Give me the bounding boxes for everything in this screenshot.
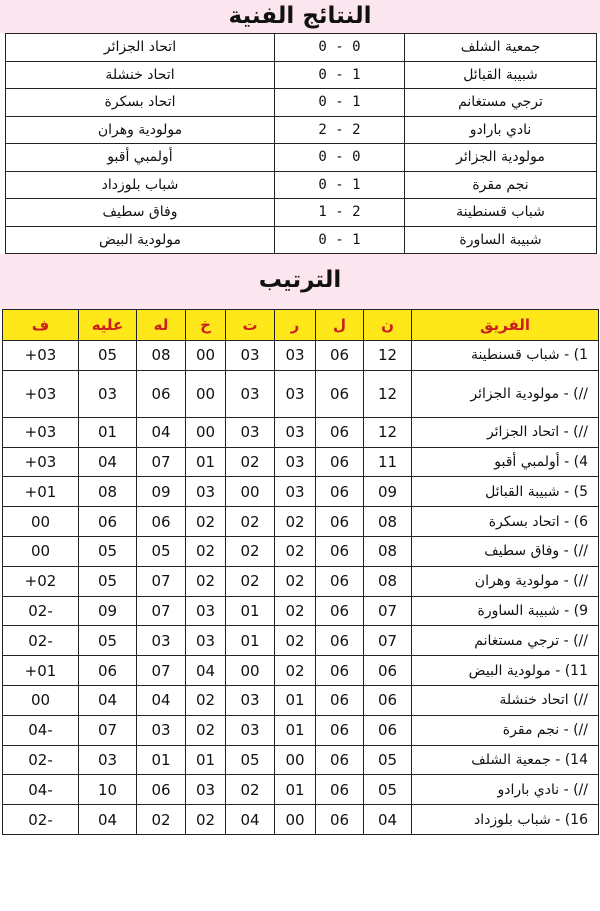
cell-draws: 03 bbox=[226, 341, 275, 371]
standings-row bbox=[3, 596, 599, 626]
cell-wins: 03 bbox=[275, 370, 316, 417]
cell-goals-against: 06 bbox=[79, 507, 137, 537]
cell-team: //) - وفاق سطيف bbox=[412, 536, 599, 566]
cell-played: 06 bbox=[316, 566, 364, 596]
standings-row bbox=[3, 341, 599, 371]
cell-points: 12 bbox=[364, 341, 412, 371]
cell-losses: 02 bbox=[186, 507, 226, 537]
standings-row bbox=[3, 507, 599, 537]
home-team: نادي بارادو bbox=[405, 116, 597, 144]
cell-goal-difference: 04- bbox=[3, 715, 79, 745]
away-team: شباب بلوزداد bbox=[6, 171, 275, 199]
match-score: 1 - 0 bbox=[275, 89, 405, 117]
cell-played: 06 bbox=[316, 626, 364, 656]
cell-goal-difference: 02- bbox=[3, 805, 79, 835]
match-score: 1 - 0 bbox=[275, 61, 405, 89]
cell-losses: 00 bbox=[186, 370, 226, 417]
standings-row bbox=[3, 536, 599, 566]
cell-draws: 02 bbox=[226, 447, 275, 477]
home-team: شبيبة القبائل bbox=[405, 61, 597, 89]
cell-points: 06 bbox=[364, 656, 412, 686]
cell-wins: 00 bbox=[275, 805, 316, 835]
standings-table bbox=[2, 309, 599, 835]
header-points: ن bbox=[364, 310, 412, 341]
cell-losses: 02 bbox=[186, 805, 226, 835]
result-row bbox=[6, 199, 597, 227]
cell-played: 06 bbox=[316, 341, 364, 371]
cell-wins: 02 bbox=[275, 566, 316, 596]
cell-goal-difference: +03 bbox=[3, 417, 79, 447]
cell-draws: 02 bbox=[226, 507, 275, 537]
header-team: الفريق bbox=[412, 310, 599, 341]
cell-points: 04 bbox=[364, 805, 412, 835]
home-team: شبيبة الساورة bbox=[405, 226, 597, 254]
cell-goals-against: 05 bbox=[79, 341, 137, 371]
cell-team: 16) - شباب بلوزداد bbox=[412, 805, 599, 835]
cell-played: 06 bbox=[316, 507, 364, 537]
cell-draws: 02 bbox=[226, 536, 275, 566]
header-losses: خ bbox=[186, 310, 226, 341]
cell-goal-difference: +01 bbox=[3, 656, 79, 686]
cell-wins: 03 bbox=[275, 417, 316, 447]
cell-points: 12 bbox=[364, 370, 412, 417]
standings-row bbox=[3, 370, 599, 417]
cell-draws: 00 bbox=[226, 477, 275, 507]
standings-row bbox=[3, 477, 599, 507]
cell-team: //) - نادي بارادو bbox=[412, 775, 599, 805]
cell-played: 06 bbox=[316, 477, 364, 507]
cell-goals-for: 03 bbox=[137, 715, 186, 745]
cell-draws: 05 bbox=[226, 745, 275, 775]
standings-title: الترتيب bbox=[0, 259, 600, 309]
cell-played: 06 bbox=[316, 417, 364, 447]
cell-draws: 03 bbox=[226, 370, 275, 417]
cell-team: //) - مولودية وهران bbox=[412, 566, 599, 596]
cell-goal-difference: +02 bbox=[3, 566, 79, 596]
cell-losses: 03 bbox=[186, 775, 226, 805]
header-goal-difference: ف bbox=[3, 310, 79, 341]
cell-wins: 03 bbox=[275, 447, 316, 477]
cell-wins: 03 bbox=[275, 477, 316, 507]
cell-goals-against: 05 bbox=[79, 536, 137, 566]
cell-team: //) - ترجي مستغانم bbox=[412, 626, 599, 656]
cell-team: 14) - جمعية الشلف bbox=[412, 745, 599, 775]
cell-goals-against: 03 bbox=[79, 370, 137, 417]
cell-goal-difference: +01 bbox=[3, 477, 79, 507]
cell-goals-against: 04 bbox=[79, 447, 137, 477]
cell-points: 08 bbox=[364, 566, 412, 596]
cell-goals-for: 02 bbox=[137, 805, 186, 835]
standings-row bbox=[3, 566, 599, 596]
cell-goals-for: 08 bbox=[137, 341, 186, 371]
cell-goals-for: 07 bbox=[137, 656, 186, 686]
cell-goals-for: 05 bbox=[137, 536, 186, 566]
cell-losses: 02 bbox=[186, 685, 226, 715]
standings-row bbox=[3, 775, 599, 805]
cell-goal-difference: 02- bbox=[3, 596, 79, 626]
match-score: 1 - 0 bbox=[275, 226, 405, 254]
cell-wins: 01 bbox=[275, 715, 316, 745]
cell-wins: 01 bbox=[275, 685, 316, 715]
cell-wins: 01 bbox=[275, 775, 316, 805]
cell-goal-difference: 00 bbox=[3, 536, 79, 566]
cell-team: //) - نجم مقرة bbox=[412, 715, 599, 745]
results-table bbox=[5, 33, 597, 254]
match-score: 0 - 0 bbox=[275, 34, 405, 62]
cell-losses: 02 bbox=[186, 715, 226, 745]
cell-goals-for: 09 bbox=[137, 477, 186, 507]
cell-draws: 01 bbox=[226, 626, 275, 656]
cell-draws: 03 bbox=[226, 417, 275, 447]
result-row bbox=[6, 34, 597, 62]
cell-losses: 03 bbox=[186, 596, 226, 626]
cell-played: 06 bbox=[316, 536, 364, 566]
cell-draws: 02 bbox=[226, 566, 275, 596]
home-team: شباب قسنطينة bbox=[405, 199, 597, 227]
standings-row bbox=[3, 805, 599, 835]
results-title: النتائج الفنية bbox=[0, 0, 600, 33]
home-team: مولودية الجزائر bbox=[405, 144, 597, 172]
cell-draws: 00 bbox=[226, 656, 275, 686]
cell-goals-against: 06 bbox=[79, 656, 137, 686]
cell-points: 09 bbox=[364, 477, 412, 507]
result-row bbox=[6, 116, 597, 144]
cell-goals-for: 06 bbox=[137, 370, 186, 417]
cell-goals-for: 04 bbox=[137, 417, 186, 447]
standings-row bbox=[3, 715, 599, 745]
cell-losses: 02 bbox=[186, 536, 226, 566]
away-team: مولودية البيض bbox=[6, 226, 275, 254]
result-row bbox=[6, 61, 597, 89]
match-score: 2 - 2 bbox=[275, 116, 405, 144]
cell-goal-difference: 02- bbox=[3, 626, 79, 656]
cell-draws: 03 bbox=[226, 715, 275, 745]
cell-goals-for: 04 bbox=[137, 685, 186, 715]
cell-draws: 02 bbox=[226, 775, 275, 805]
away-team: اتحاد الجزائر bbox=[6, 34, 275, 62]
cell-wins: 02 bbox=[275, 656, 316, 686]
cell-goals-for: 07 bbox=[137, 447, 186, 477]
cell-played: 06 bbox=[316, 685, 364, 715]
cell-losses: 02 bbox=[186, 566, 226, 596]
cell-goal-difference: 02- bbox=[3, 745, 79, 775]
home-team: جمعية الشلف bbox=[405, 34, 597, 62]
result-row bbox=[6, 144, 597, 172]
cell-losses: 03 bbox=[186, 626, 226, 656]
cell-played: 06 bbox=[316, 656, 364, 686]
cell-team: 1) - شباب قسنطينة bbox=[412, 341, 599, 371]
cell-played: 06 bbox=[316, 745, 364, 775]
cell-points: 07 bbox=[364, 626, 412, 656]
cell-goals-for: 06 bbox=[137, 507, 186, 537]
cell-goals-against: 05 bbox=[79, 626, 137, 656]
cell-team: 11) - مولودية البيض bbox=[412, 656, 599, 686]
cell-points: 05 bbox=[364, 745, 412, 775]
cell-played: 06 bbox=[316, 596, 364, 626]
cell-goals-against: 09 bbox=[79, 596, 137, 626]
home-team: ترجي مستغانم bbox=[405, 89, 597, 117]
header-goals-for: له bbox=[137, 310, 186, 341]
cell-team: //) - مولودية الجزائر bbox=[412, 370, 599, 417]
result-row bbox=[6, 171, 597, 199]
cell-goals-against: 10 bbox=[79, 775, 137, 805]
result-row bbox=[6, 226, 597, 254]
cell-draws: 03 bbox=[226, 685, 275, 715]
cell-team: //) - اتحاد الجزائر bbox=[412, 417, 599, 447]
cell-losses: 00 bbox=[186, 417, 226, 447]
cell-goals-for: 03 bbox=[137, 626, 186, 656]
cell-team: 6) - اتحاد بسكرة bbox=[412, 507, 599, 537]
cell-draws: 04 bbox=[226, 805, 275, 835]
cell-wins: 02 bbox=[275, 596, 316, 626]
cell-played: 06 bbox=[316, 775, 364, 805]
cell-points: 06 bbox=[364, 715, 412, 745]
cell-losses: 03 bbox=[186, 477, 226, 507]
away-team: اتحاد خنشلة bbox=[6, 61, 275, 89]
cell-goal-difference: +03 bbox=[3, 447, 79, 477]
standings-row bbox=[3, 626, 599, 656]
match-score: 1 - 0 bbox=[275, 171, 405, 199]
cell-goal-difference: 00 bbox=[3, 507, 79, 537]
cell-wins: 02 bbox=[275, 507, 316, 537]
cell-points: 07 bbox=[364, 596, 412, 626]
match-score: 0 - 0 bbox=[275, 144, 405, 172]
result-row bbox=[6, 89, 597, 117]
cell-played: 06 bbox=[316, 447, 364, 477]
cell-goals-against: 08 bbox=[79, 477, 137, 507]
cell-goals-against: 04 bbox=[79, 805, 137, 835]
cell-team: //) اتحاد خنشلة bbox=[412, 685, 599, 715]
standings-row bbox=[3, 417, 599, 447]
cell-wins: 02 bbox=[275, 626, 316, 656]
cell-goals-against: 05 bbox=[79, 566, 137, 596]
cell-goal-difference: +03 bbox=[3, 370, 79, 417]
cell-points: 06 bbox=[364, 685, 412, 715]
cell-goals-against: 01 bbox=[79, 417, 137, 447]
cell-goals-for: 07 bbox=[137, 566, 186, 596]
cell-points: 12 bbox=[364, 417, 412, 447]
standings-row bbox=[3, 745, 599, 775]
cell-goals-against: 04 bbox=[79, 685, 137, 715]
cell-wins: 02 bbox=[275, 536, 316, 566]
cell-losses: 04 bbox=[186, 656, 226, 686]
cell-team: 4) - أولمبي أقبو bbox=[412, 447, 599, 477]
cell-points: 08 bbox=[364, 507, 412, 537]
cell-goals-against: 07 bbox=[79, 715, 137, 745]
cell-points: 11 bbox=[364, 447, 412, 477]
standings-row bbox=[3, 656, 599, 686]
header-draws: ت bbox=[226, 310, 275, 341]
standings-header-row bbox=[3, 310, 599, 341]
cell-goals-for: 06 bbox=[137, 775, 186, 805]
cell-points: 05 bbox=[364, 775, 412, 805]
away-team: اتحاد بسكرة bbox=[6, 89, 275, 117]
cell-goals-for: 07 bbox=[137, 596, 186, 626]
away-team: أولمبي أقبو bbox=[6, 144, 275, 172]
cell-played: 06 bbox=[316, 715, 364, 745]
cell-team: 9) - شبيبة الساورة bbox=[412, 596, 599, 626]
cell-draws: 01 bbox=[226, 596, 275, 626]
cell-played: 06 bbox=[316, 370, 364, 417]
cell-goal-difference: 04- bbox=[3, 775, 79, 805]
cell-played: 06 bbox=[316, 805, 364, 835]
cell-losses: 01 bbox=[186, 745, 226, 775]
header-wins: ر bbox=[275, 310, 316, 341]
cell-goals-against: 03 bbox=[79, 745, 137, 775]
cell-wins: 03 bbox=[275, 341, 316, 371]
cell-points: 08 bbox=[364, 536, 412, 566]
cell-losses: 01 bbox=[186, 447, 226, 477]
home-team: نجم مقرة bbox=[405, 171, 597, 199]
cell-wins: 00 bbox=[275, 745, 316, 775]
cell-goal-difference: 00 bbox=[3, 685, 79, 715]
standings-row bbox=[3, 447, 599, 477]
cell-goals-for: 01 bbox=[137, 745, 186, 775]
header-goals-against: عليه bbox=[79, 310, 137, 341]
away-team: مولودية وهران bbox=[6, 116, 275, 144]
standings-row bbox=[3, 685, 599, 715]
away-team: وفاق سطيف bbox=[6, 199, 275, 227]
cell-goal-difference: +03 bbox=[3, 341, 79, 371]
header-played: ل bbox=[316, 310, 364, 341]
cell-losses: 00 bbox=[186, 341, 226, 371]
match-score: 2 - 1 bbox=[275, 199, 405, 227]
cell-team: 5) - شبيبة القبائل bbox=[412, 477, 599, 507]
